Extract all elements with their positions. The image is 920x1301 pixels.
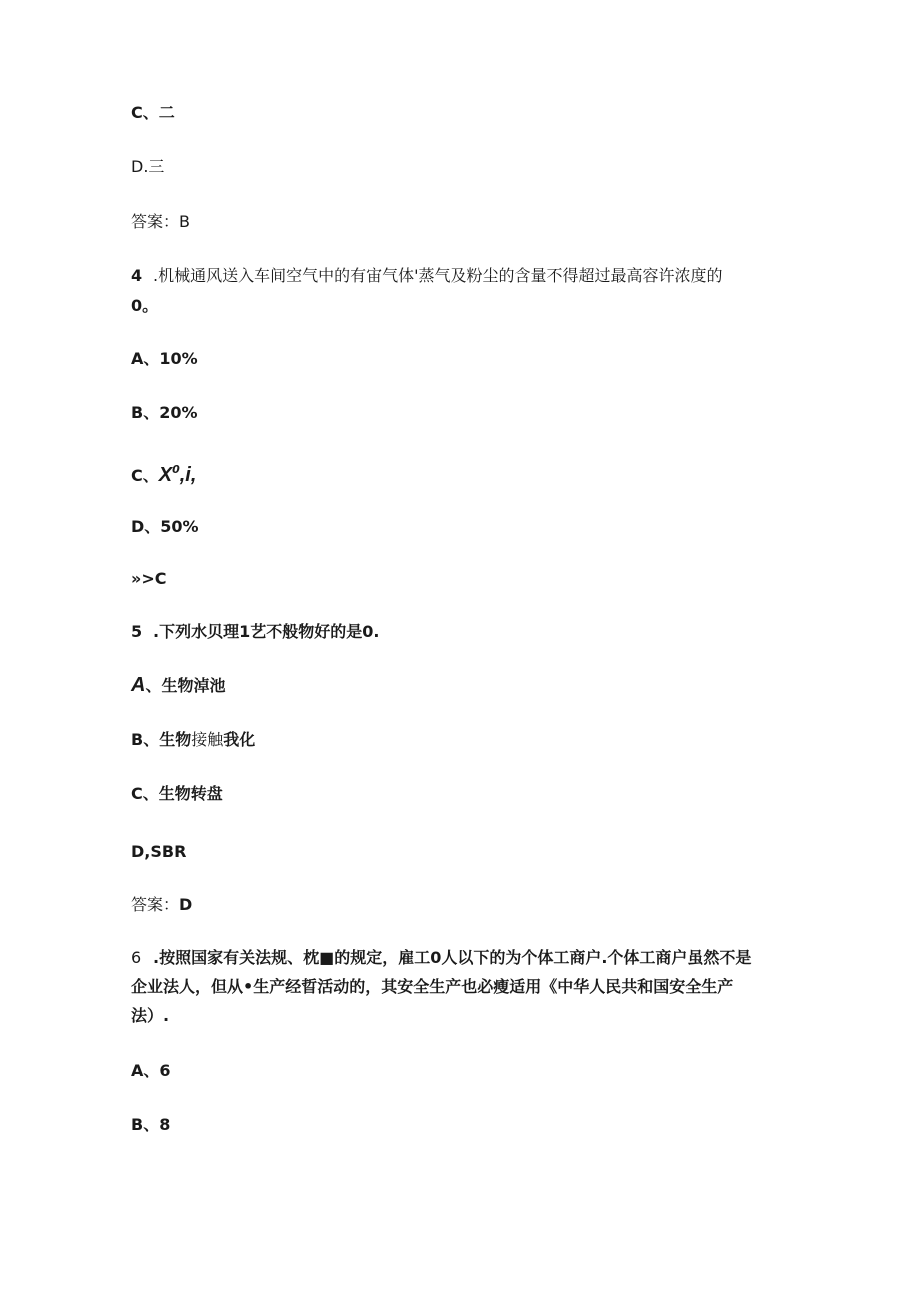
question-text-line-1: .按照国家有关法规、枕■的规定，雇工0人以下的为个体工商户.个体工商户虽然不是 [153,948,752,967]
option-c-rest: ,i, [179,464,197,486]
option-a-line [131,674,225,697]
answer-label: 答案：B [131,212,190,231]
question-6-line-2: 企业法人，但从•生产经晢活动的，其安全生产也必瘦适用《中华人民共和国安全生产 [131,977,734,996]
option-a-text: 、生物淖池 [145,676,226,695]
question-text: .下列水贝理1艺不般物好的是0. [153,622,380,641]
option-a-line: A、10% [131,349,198,368]
option-c-line [131,459,196,487]
option-b-line: B、8 [131,1115,171,1134]
option-c-x: X [158,464,173,486]
question-6-line-3: 法）. [131,1006,170,1025]
option-c-line: C、生物转盘 [131,784,223,803]
question-5 [131,621,379,643]
option-c-prefix: C、 [131,466,159,485]
answer-line-q4: »>C [131,569,167,588]
answer-value: D [179,895,193,914]
answer-label: 答案： [131,895,180,914]
option-d-line: D,SBR [131,842,187,861]
option-b-text-3: 我化 [223,730,256,749]
question-4-continuation: 0。 [131,296,159,315]
option-a-line: A、6 [131,1061,171,1080]
option-d-line: D.三 [131,157,165,176]
question-number: 4 [131,266,143,285]
option-c-superscript: 0 [172,463,180,476]
question-number: 5 [131,622,143,641]
question-6 [131,947,751,969]
question-number: 6 [131,948,142,967]
option-c-line: C、二 [131,103,175,122]
option-b-line: B、20% [131,403,198,422]
option-a-letter: A [131,674,146,696]
option-b-line [131,729,255,751]
option-b-text-2: 接触 [191,730,224,749]
option-d-line: D、50% [131,517,199,536]
answer-line-q5 [131,894,192,916]
answer-line-q3 [131,211,190,233]
question-4 [131,265,723,287]
question-text: .机械通风送入车间空气中的有宙气体'蒸气及粉尘的含量不得超过最高容许浓度的 [153,266,723,285]
option-b-text-1: B、生物 [131,730,192,749]
